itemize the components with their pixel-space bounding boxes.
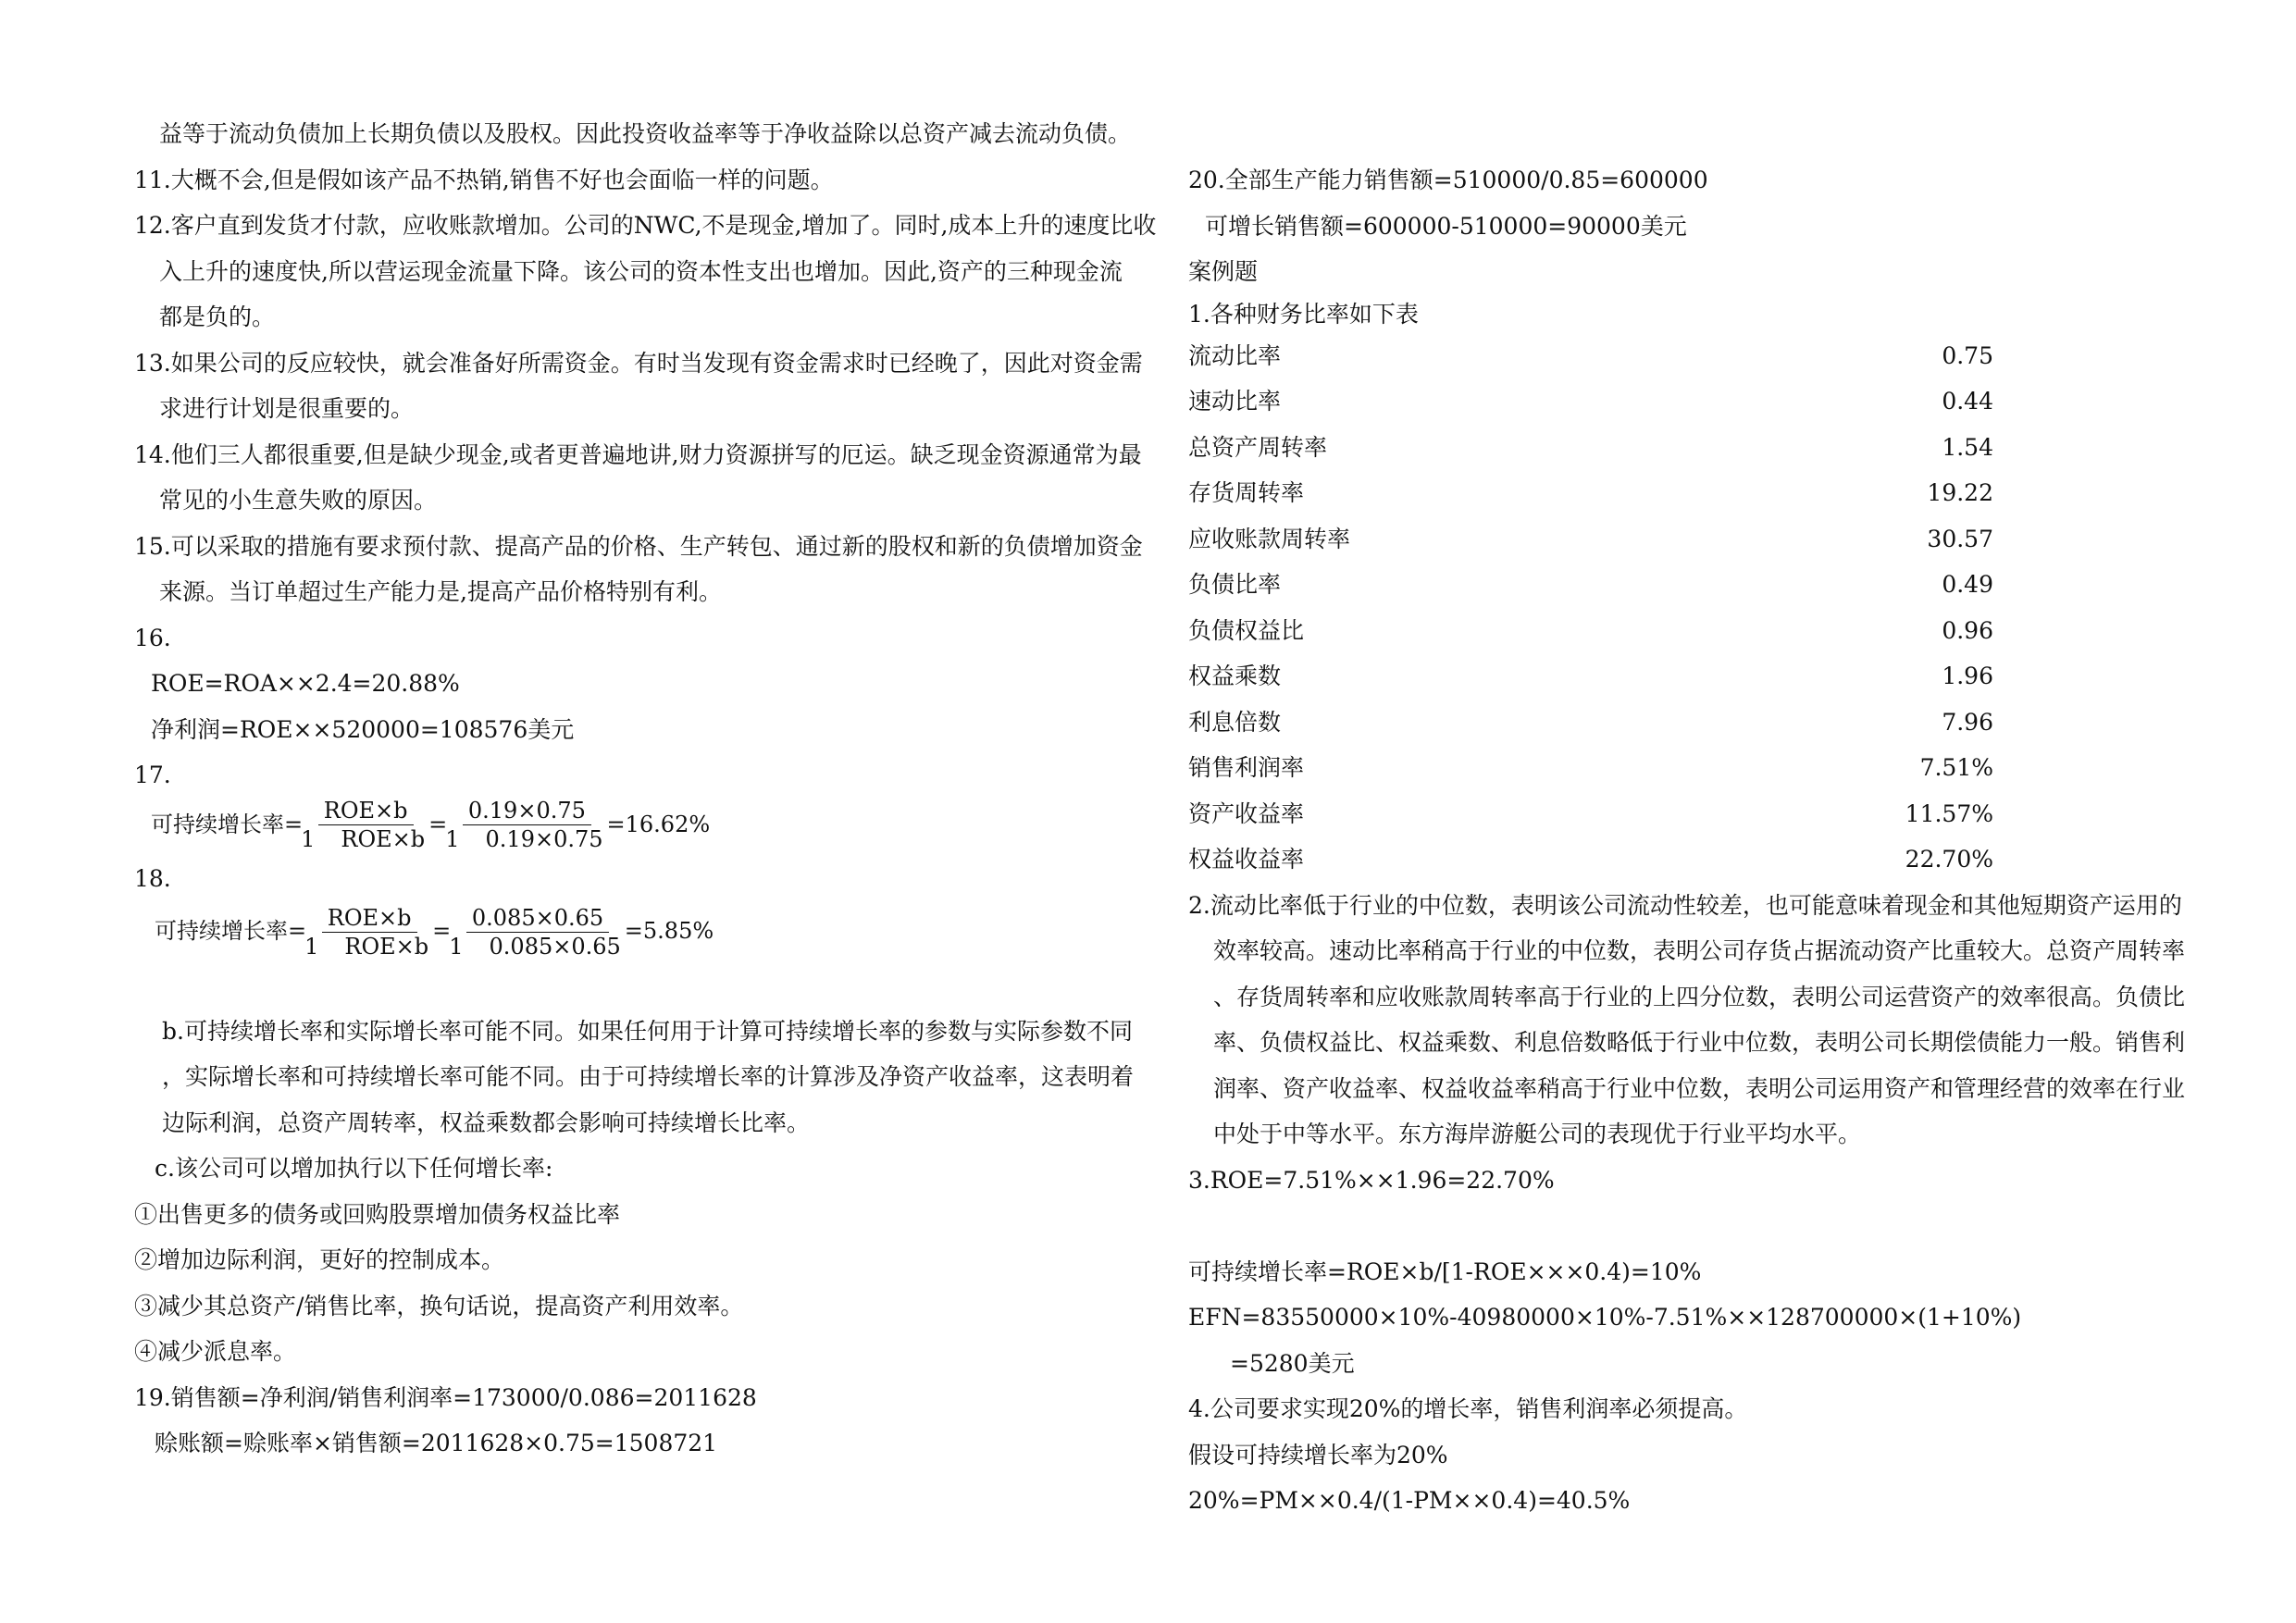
answer-18c-heading: c.该公司可以增加执行以下任何增长率: <box>155 1155 553 1182</box>
answer-16-label: 16. <box>134 624 171 651</box>
case-3-roe: 3.ROE=7.51%××1.96=22.70% <box>1188 1166 1555 1194</box>
fraction-numerator: ROE×b <box>318 797 414 825</box>
answer-18b-line-1: b.可持续增长率和实际增长率可能不同。如果任何用于计算可持续增长率的参数与实际参数不同 <box>162 1017 1133 1045</box>
case-heading: 案例题 <box>1188 258 1259 285</box>
fraction-numerator: 0.085×0.65 <box>466 904 609 933</box>
case-3-efn-result: =5280美元 <box>1230 1349 1355 1377</box>
answer-10-continued: 益等于流动负债加上长期负债以及股权。因此投资收益率等于净收益除以总资产减去流动负债。 <box>159 120 1132 147</box>
answer-14-line-1: 14.他们三人都很重要,但是缺少现金,或者更普遍地讲,财力资源拼写的厄运。缺乏现金资源通常为最 <box>134 440 1142 468</box>
ratio-row <box>1188 425 1993 471</box>
formula-result: =16.62% <box>606 811 711 837</box>
ratio-row <box>1188 836 1993 883</box>
ratio-row <box>1188 516 1993 563</box>
ratio-value: 7.96 <box>1942 708 1993 736</box>
answer-12-line-3: 都是负的。 <box>159 304 276 330</box>
fraction-denominator: ROE×b <box>344 933 429 960</box>
answer-19-line-1: 19.销售额=净利润/销售利润率=173000/0.086=2011628 <box>134 1383 757 1411</box>
ratio-value: 19.22 <box>1927 479 1993 506</box>
answer-16-roe: ROE=ROA××2.4=20.88% <box>151 670 460 697</box>
case-4-assumption: 假设可持续增长率为20% <box>1188 1441 1448 1468</box>
right-column <box>1188 157 2206 1524</box>
answer-18-label: 18. <box>134 864 171 892</box>
ratio-row <box>1188 608 1993 654</box>
case-3-efn: EFN=83550000×10%-40980000×10%-7.51%××128700000×(1+10%) <box>1188 1304 2022 1331</box>
ratio-row <box>1188 791 1993 837</box>
answer-20-line-2: 可增长销售额=600000-510000=90000美元 <box>1205 212 1687 240</box>
answer-14-line-2: 常见的小生意失败的原因。 <box>159 487 438 514</box>
fraction <box>449 904 621 960</box>
ratio-row <box>1188 700 1993 746</box>
answer-18b-line-3: 边际利润，总资产周转率，权益乘数都会影响可持续增长比率。 <box>162 1109 811 1136</box>
ratio-name: 应收账款周转率 <box>1188 525 1351 552</box>
equals-sign: = <box>432 918 452 945</box>
answer-18c-option-4: ④减少派息率。 <box>134 1338 297 1365</box>
left-column <box>134 111 1157 1467</box>
formula-prefix: 可持续增长率= <box>155 918 307 945</box>
ratio-value: 22.70% <box>1905 846 1993 873</box>
case-4-pm: 20%=PM××0.4/(1-PM××0.4)=40.5% <box>1188 1487 1631 1514</box>
case-2-line-6: 中处于中等水平。东方海岸游艇公司的表现优于行业平均水平。 <box>1213 1121 1862 1147</box>
ratio-value: 7.51% <box>1919 754 1993 781</box>
ratio-name: 资产收益率 <box>1188 799 1305 827</box>
case-3-sgr: 可持续增长率=ROE×b/[1-ROE×××0.4)=10% <box>1188 1258 1702 1285</box>
case-2-line-1: 2.流动比率低于行业的中位数，表明该公司流动性较差，也可能意味着现金和其他短期资产运用的 <box>1188 891 2182 919</box>
ratio-value: 1.54 <box>1942 433 1993 461</box>
case-4-heading: 4.公司要求实现20%的增长率，销售利润率必须提高。 <box>1188 1395 1748 1422</box>
fraction-numerator: ROE×b <box>322 904 417 933</box>
fraction <box>301 797 426 853</box>
formula-result: =5.85% <box>624 918 714 945</box>
answer-13-line-2: 求进行计划是很重要的。 <box>159 395 415 422</box>
ratio-name: 利息倍数 <box>1188 708 1282 736</box>
answer-16-net-income: 净利润=ROE××520000=108576美元 <box>151 715 575 743</box>
formula-prefix: 可持续增长率= <box>151 811 304 837</box>
answer-12-line-1: 12.客户直到发货才付款，应收账款增加。公司的NWC,不是现金,增加了。同时,成本上升的速度比收 <box>134 212 1157 239</box>
ratio-row <box>1188 745 1993 791</box>
answer-19-line-2: 赊账额=赊账率×销售额=2011628×0.75=1508721 <box>155 1430 718 1456</box>
ratio-row <box>1188 470 1993 516</box>
answer-17-formula <box>134 795 1148 856</box>
case-2-line-2: 效率较高。速动比率稍高于行业的中位数，表明公司存货占据流动资产比重较大。总资产周转率 <box>1213 937 2186 964</box>
ratio-name: 速动比率 <box>1188 388 1282 415</box>
ratio-name: 存货周转率 <box>1188 479 1305 506</box>
answer-18c-option-1: ①出售更多的债务或回购股票增加债务权益比率 <box>134 1200 621 1228</box>
ratio-value: 0.49 <box>1942 571 1993 598</box>
fraction-denominator-one: 1 <box>304 933 319 960</box>
ratio-row <box>1188 562 1993 608</box>
ratio-value: 11.57% <box>1905 799 1993 827</box>
answer-18c-option-2: ②增加边际利润，更好的控制成本。 <box>134 1246 505 1273</box>
answer-18b-line-2: ，实际增长率和可持续增长率可能不同。由于可持续增长率的计算涉及净资产收益率，这表明着 <box>162 1063 1135 1090</box>
answer-15-line-1: 15.可以采取的措施有要求预付款、提高产品的价格、生产转包、通过新的股权和新的负债增加资金 <box>134 532 1143 560</box>
ratio-row <box>1188 653 1993 700</box>
answer-18-formula <box>134 901 1148 962</box>
answer-12-line-2: 入上升的速度快,所以营运现金流量下降。该公司的资本性支出也增加。因此,资产的三种现金流 <box>159 257 1123 285</box>
ratio-value: 1.96 <box>1942 663 1993 689</box>
ratio-name: 负债权益比 <box>1188 616 1305 644</box>
fraction-denominator: 0.085×0.65 <box>489 933 621 960</box>
ratio-name: 权益收益率 <box>1188 846 1305 873</box>
case-2-line-4: 率、负债权益比、权益乘数、利息倍数略低于行业中位数，表明公司长期偿债能力一般。销售利 <box>1213 1029 2186 1056</box>
fraction <box>445 797 603 853</box>
fraction-denominator: 0.19×0.75 <box>485 826 603 852</box>
ratio-value: 30.57 <box>1927 525 1993 552</box>
ratio-name: 总资产周转率 <box>1188 433 1328 461</box>
answer-13-line-1: 13.如果公司的反应较快，就会准备好所需资金。有时当发现有资金需求时已经晚了，因此对资金需 <box>134 349 1143 377</box>
ratio-table <box>1188 333 2206 883</box>
case-2-line-3: 、存货周转率和应收账款周转率高于行业的上四分位数，表明公司运营资产的效率很高。负债比 <box>1213 983 2186 1010</box>
ratio-name: 权益乘数 <box>1188 663 1282 689</box>
answer-17-label: 17. <box>134 762 171 788</box>
answer-20-line-1: 20.全部生产能力销售额=510000/0.85=600000 <box>1188 167 1708 193</box>
fraction-denominator: ROE×b <box>341 826 426 852</box>
ratio-value: 0.96 <box>1942 616 1993 644</box>
fraction-numerator: 0.19×0.75 <box>463 797 591 825</box>
fraction-denominator-one: 1 <box>301 826 316 852</box>
answer-11: 11.大概不会,但是假如该产品不热销,销售不好也会面临一样的问题。 <box>134 166 834 193</box>
ratio-name: 流动比率 <box>1188 341 1282 369</box>
fraction-denominator-one: 1 <box>445 826 460 852</box>
case-2-line-5: 润率、资产收益率、权益收益率稍高于行业中位数，表明公司运用资产和管理经营的效率在行业 <box>1213 1074 2186 1102</box>
fraction <box>304 904 429 960</box>
answer-18c-option-3: ③减少其总资产/销售比率，换句话说，提高资产利用效率。 <box>134 1292 744 1319</box>
ratio-row <box>1188 333 1993 379</box>
case-1-heading: 1.各种财务比率如下表 <box>1188 300 1419 328</box>
ratio-name: 销售利润率 <box>1188 754 1305 781</box>
ratio-value: 0.44 <box>1942 388 1993 415</box>
ratio-row <box>1188 378 1993 425</box>
answer-15-line-2: 来源。当订单超过生产能力是,提高产品价格特别有利。 <box>159 578 722 605</box>
ratio-value: 0.75 <box>1942 341 1993 369</box>
equals-sign: = <box>428 811 448 837</box>
ratio-name: 负债比率 <box>1188 571 1282 598</box>
fraction-denominator-one: 1 <box>449 933 464 960</box>
